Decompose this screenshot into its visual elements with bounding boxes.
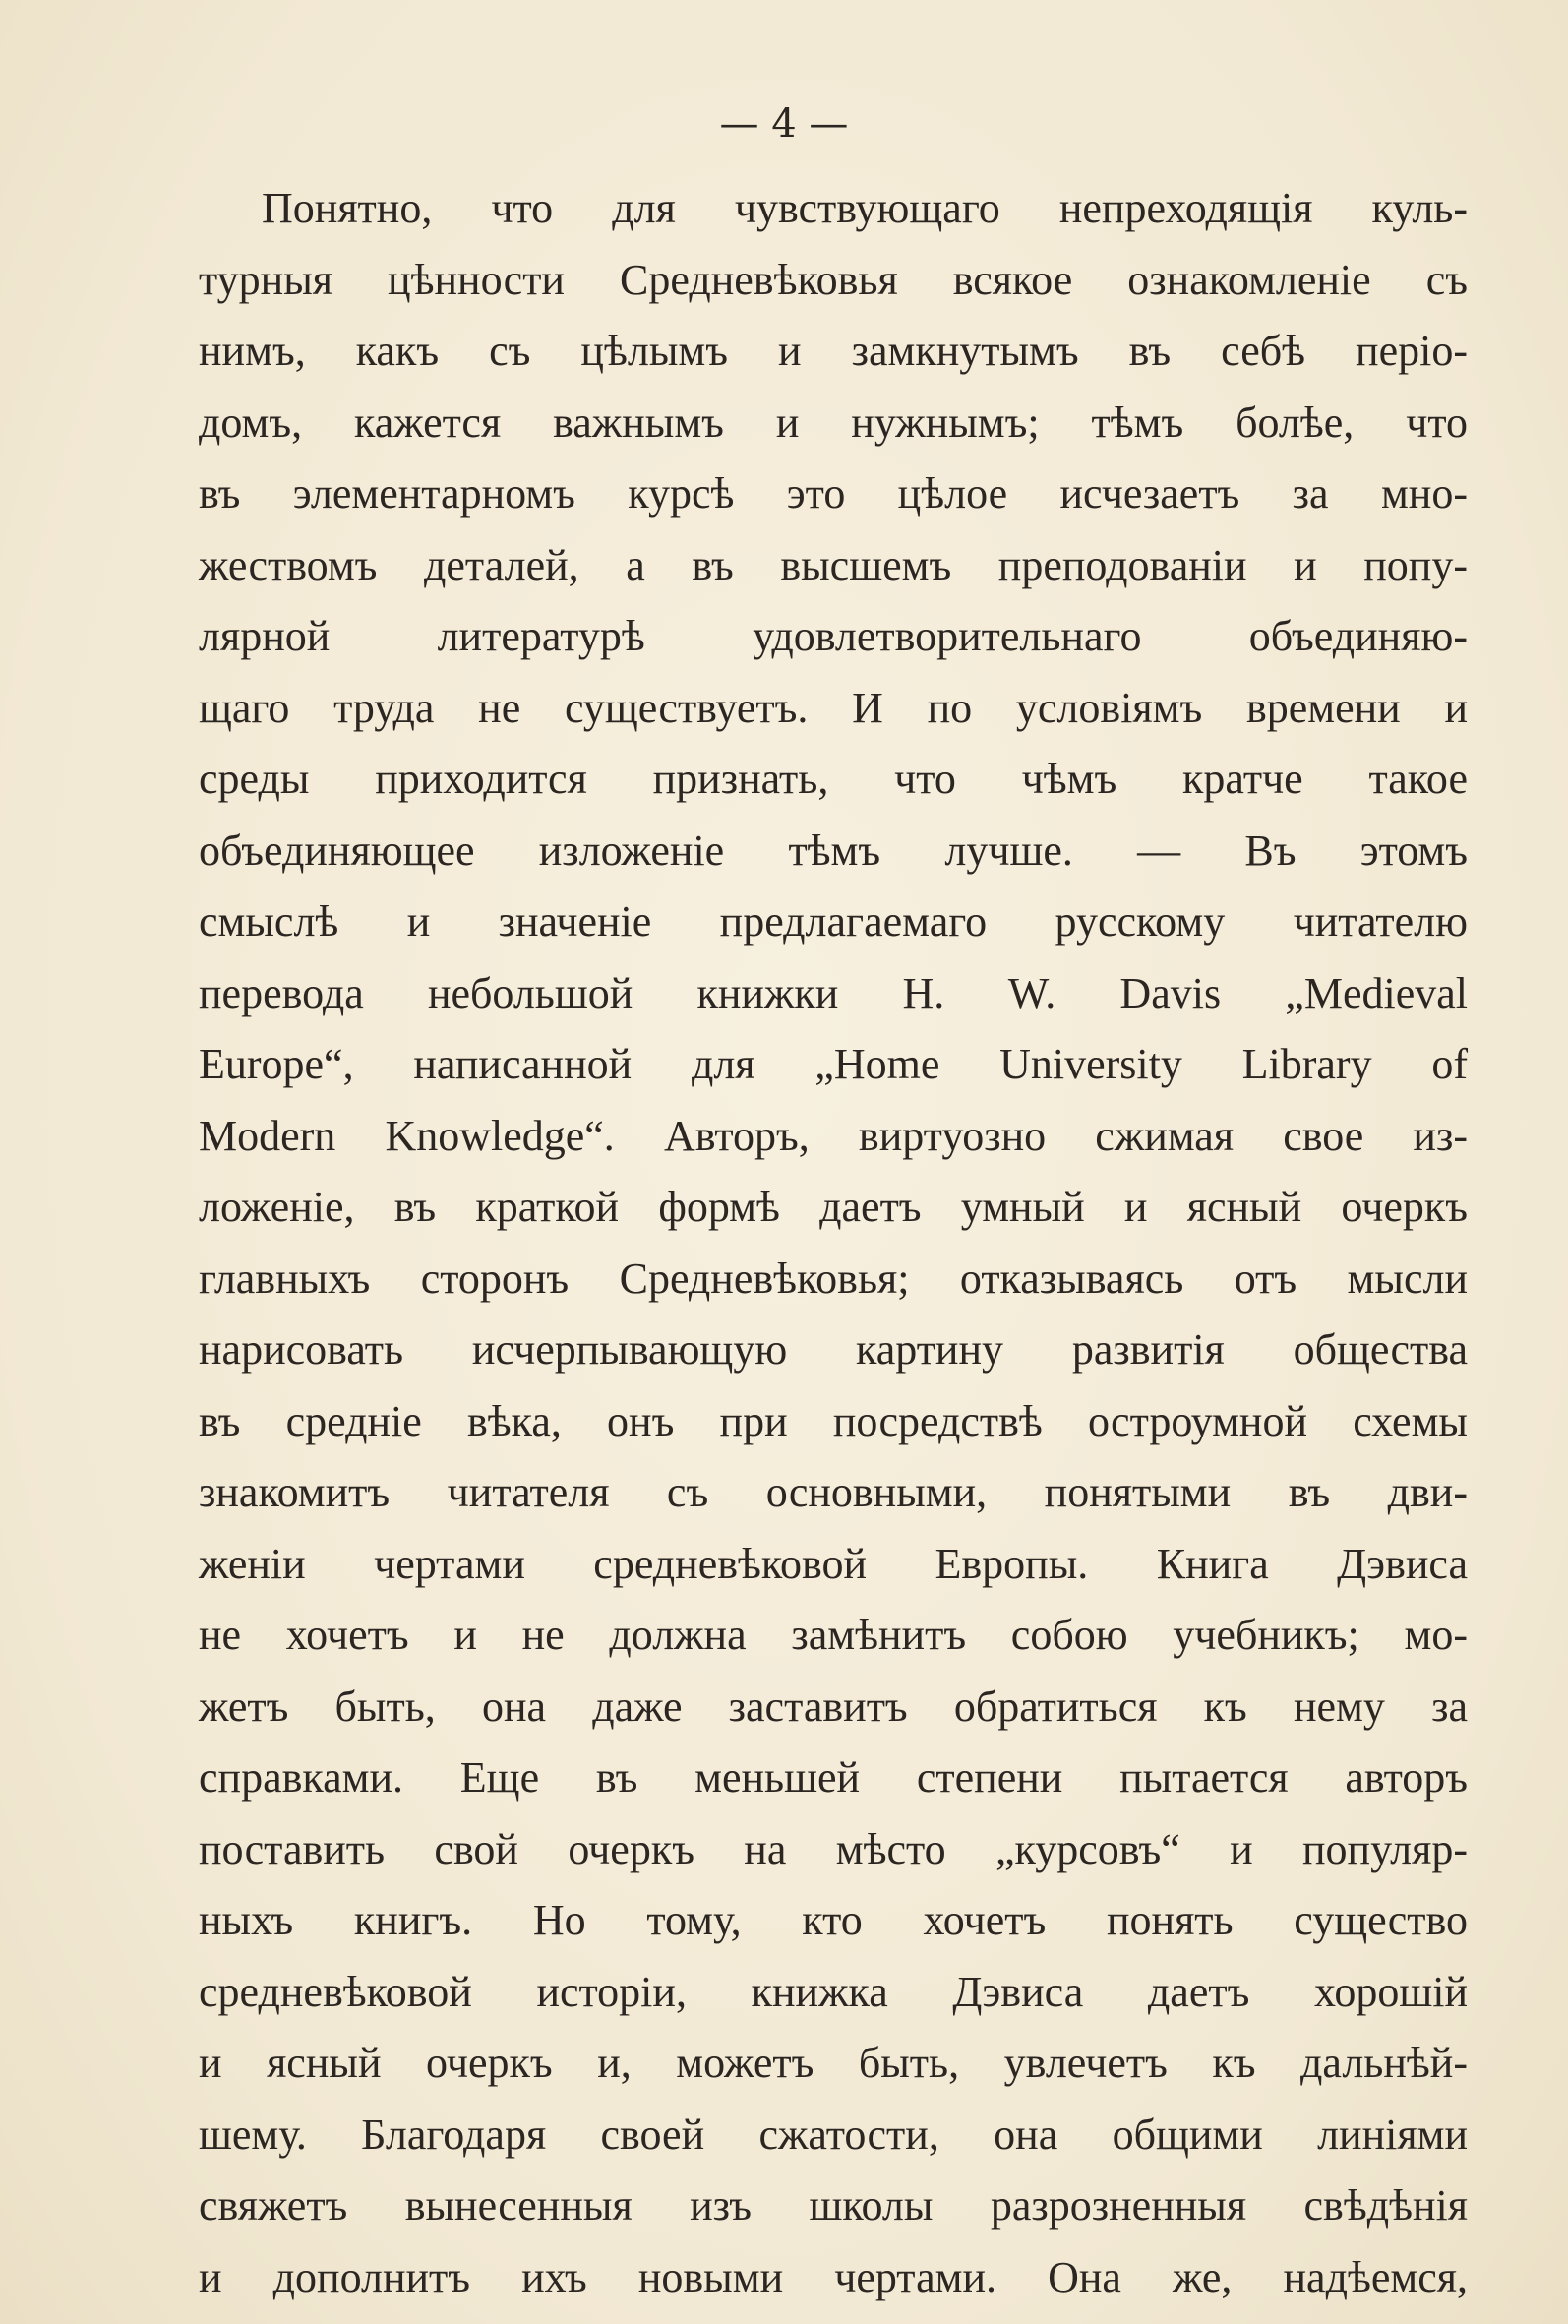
text-line: не хочетъ и не должна замѣнитъ собою учебникъ; мо- (199, 1611, 1468, 1659)
text-line: среды приходится признать, что чѣмъ кратче такое (199, 755, 1468, 803)
text-line: въ средніе вѣка, онъ при посредствѣ остроумной схемы (199, 1396, 1468, 1445)
page-number: — 4 — (719, 101, 849, 147)
text-line: жетъ быть, она даже заставитъ обратиться къ нему за (199, 1682, 1468, 1731)
text-line: шему. Благодаря своей сжатости, она общими линіями (199, 2110, 1468, 2159)
text-line: Europe“, написанной для „Home University Library of (199, 1040, 1468, 1088)
text-line: Modern Knowledge“. Авторъ, виртуозно сжимая свое из- (199, 1111, 1468, 1160)
text-line: поставить свой очеркъ на мѣсто „курсовъ“ и популяр- (199, 1824, 1468, 1873)
text-line: лярной литературѣ удовлетворительнаго объединяю- (199, 612, 1468, 660)
body-text (199, 173, 1468, 2313)
text-line: ныхъ книгъ. Но тому, кто хочетъ понять существо (199, 1896, 1468, 1944)
text-line: и ясный очеркъ и, можетъ быть, увлечетъ къ дальнѣй- (199, 2039, 1468, 2087)
text-line: объединяющее изложеніе тѣмъ лучше. — Въ этомъ (199, 826, 1468, 875)
text-line: женіи чертами средневѣковой Европы. Книга Дэвиса (199, 1539, 1468, 1588)
text-line: знакомитъ читателя съ основными, понятыми въ дви- (199, 1468, 1468, 1516)
text-line: домъ, кажется важнымъ и нужнымъ; тѣмъ болѣе, что (199, 398, 1468, 447)
text-line: ложеніе, въ краткой формѣ даетъ умный и ясный очеркъ (199, 1183, 1468, 1231)
text-line: смыслѣ и значеніе предлагаемаго русскому читателю (199, 897, 1468, 946)
text-line: главныхъ сторонъ Средневѣковья; отказываясь отъ мысли (199, 1254, 1468, 1303)
text-line: перевода небольшой книжки H. W. Davis „Medieval (199, 968, 1468, 1017)
text-line: нарисовать исчерпывающую картину развитія общества (199, 1325, 1468, 1374)
text-line: жествомъ деталей, а въ высшемъ преподованіи и попу- (199, 540, 1468, 589)
text-line: въ элементарномъ курсѣ это цѣлое исчезаетъ за мно- (199, 469, 1468, 518)
text-line: средневѣковой исторіи, книжка Дэвиса даетъ хорошій (199, 1967, 1468, 2016)
text-line: нимъ, какъ съ цѣлымъ и замкнутымъ въ себѣ періо- (199, 327, 1468, 375)
text-line: Понятно, что для чувствующаго непреходящія куль- (262, 184, 1468, 232)
text-line: турныя цѣнности Средневѣковья всякое ознакомленіе съ (199, 255, 1468, 304)
text-line: щаго труда не существуетъ. И по условіямъ времени и (199, 683, 1468, 732)
text-line: и дополнитъ ихъ новыми чертами. Она же, надѣемся, (199, 2252, 1468, 2301)
text-line: справками. Еще въ меньшей степени пытается авторъ (199, 1753, 1468, 1802)
text-line: свяжетъ вынесенныя изъ школы разрозненныя свѣдѣнія (199, 2181, 1468, 2230)
